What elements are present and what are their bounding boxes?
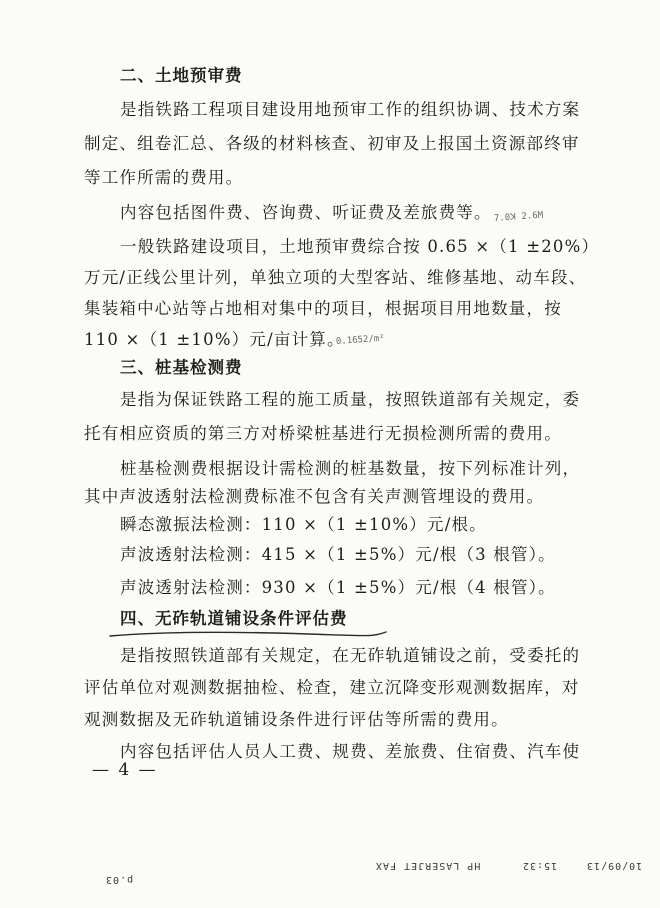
paragraph-line: 内容包括评估人员人工费、规费、差旅费、住宿费、汽车使	[120, 742, 581, 761]
handwritten-note: 7.0ꓘ 2.6M	[493, 210, 544, 224]
paragraph-line: 一般铁路建设项目，土地预审费综合按 0.65 ×（1 ±20%）	[120, 237, 600, 256]
paragraph-line: 评估单位对观测数据抽检、检查，建立沉降变形观测数据库，对	[84, 678, 580, 697]
paragraph-line: 桩基检测费根据设计需检测的桩基数量，按下列标准计列，	[120, 459, 581, 478]
paragraph-line: 制定、组卷汇总、各级的材料核查、初审及上报国土资源部终审	[84, 134, 580, 153]
fax-time: 15:32	[522, 860, 558, 871]
list-item: 声波透射法检测：930 ×（1 ±5%）元/根（4 根管）。	[120, 578, 556, 597]
fax-device-name: HP LASERJET FAX	[375, 860, 481, 871]
paragraph-line: 观测数据及无砟轨道铺设条件进行评估等所需的费用。	[84, 710, 509, 729]
list-item: 声波透射法检测：415 ×（1 ±5%）元/根（3 根管）。	[120, 545, 556, 564]
paragraph-line: 是指为保证铁路工程的施工质量，按照铁道部有关规定，委	[120, 390, 581, 409]
paragraph-line: 是指按照铁道部有关规定，在无砟轨道铺设之前，受委托的	[120, 646, 581, 665]
handwritten-underline	[108, 628, 388, 642]
paragraph-line: 集装箱中心站等占地相对集中的项目，根据项目用地数量，按	[84, 299, 562, 318]
section-heading-ballastless-track: 四、无砟轨道铺设条件评估费	[120, 609, 348, 628]
handwritten-note: 0.1652/m²	[335, 333, 386, 347]
fax-page-number: p.03	[105, 874, 134, 885]
paragraph-line: 托有相应资质的第三方对桥梁桩基进行无损检测所需的费用。	[84, 424, 562, 443]
section-heading-land-pre-review: 二、土地预审费	[120, 66, 243, 85]
paragraph-line: 其中声波透射法检测费标准不包含有关声测管埋设的费用。	[84, 487, 545, 506]
paragraph-line: 等工作所需的费用。	[84, 168, 244, 187]
paragraph-line: 是指铁路工程项目建设用地预审工作的组织协调、技术方案	[120, 100, 581, 119]
paragraph-line: 内容包括图件费、咨询费、听证费及差旅费等。	[120, 203, 492, 222]
paragraph-line: 万元/正线公里计列，单独立项的大型客站、维修基地、动车段、	[84, 268, 587, 287]
fax-date: 10/09/13	[586, 860, 643, 871]
page-number: — 4 —	[92, 760, 158, 780]
paragraph-line: 110 ×（1 ±10%）元/亩计算。	[84, 330, 345, 349]
section-heading-pile-testing: 三、桩基检测费	[120, 358, 243, 377]
list-item: 瞬态激振法检测：110 ×（1 ±10%）元/根。	[120, 515, 487, 534]
